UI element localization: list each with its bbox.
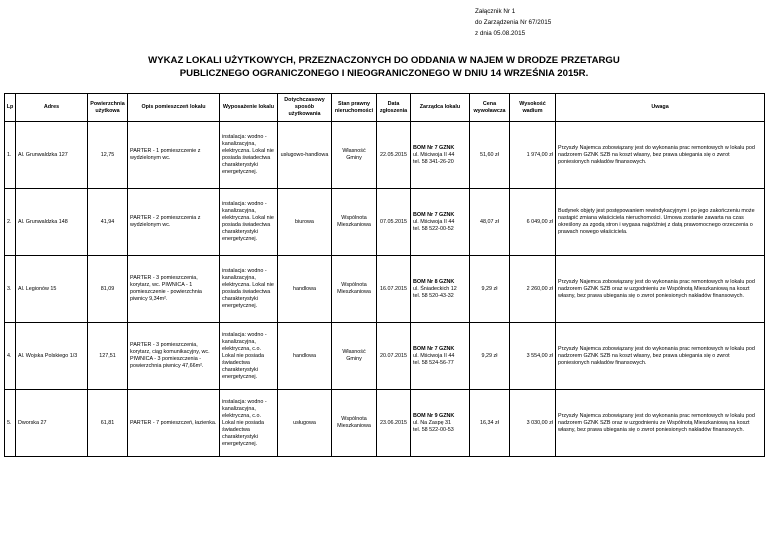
cell-adres: Al. Wojska Polskiego 1/3 — [16, 323, 88, 390]
cell-wyposazenie: instalacja: wodno - kanalizacyjna, elektryczna. Lokal nie posiada świadectwa charakterystyki energetycznej. — [220, 189, 278, 256]
cell-stan-prawny: Własność Gminy — [332, 323, 377, 390]
annex-line-3: z dnia 05.08.2015 — [475, 30, 526, 37]
cell-wyposazenie: instalacja: wodno - kanalizacyjna, elektryczna, c.o. Lokal nie posiada świadectwa charakterystyki energetycznej. — [220, 323, 278, 390]
cell-wadium: 1 974,00 zł — [510, 122, 556, 189]
zarzadca-address: ul. Śniadeckich 12 — [413, 285, 457, 292]
table-row — [5, 390, 765, 457]
cell-data: 22.05.2015 — [377, 122, 411, 189]
cell-wyposazenie: instalacja: wodno - kanalizacyjna, elektryczna. Lokal nie posiada świadectwa charakterystyki energetycznej. — [220, 122, 278, 189]
cell-wyposazenie: instalacja: wodno - kanalizacyjna, elektryczna, c.o. Lokal nie posiada świadectwa charakterystyki energetycznej. — [220, 390, 278, 457]
zarzadca-name: BOM Nr 7 GZNK — [413, 144, 455, 151]
cell-lp: 5. — [5, 390, 16, 457]
cell-cena: 51,60 zł — [470, 122, 510, 189]
annex-line-1: Załącznik Nr 1 — [475, 8, 516, 15]
cell-zarzadca — [411, 256, 470, 323]
cell-wadium: 3 554,00 zł — [510, 323, 556, 390]
cell-lp: 3. — [5, 256, 16, 323]
cell-opis: PARTER - 3 pomieszczenia, korytarz, ciąg komunikacyjny, wc. PIWNICA - 3 pomieszczenia - powierzchnia piwnicy 47,66m². — [128, 323, 220, 390]
zarzadca-name: BOM Nr 7 GZNK — [413, 211, 455, 218]
cell-uwaga: Budynek objęty jest postępowaniem rewindykacyjnym i po jego zakończeniu może nastąpić zmiana właściciela nieruchomości. Umowa zostanie zawarta na czas określony za zgodą stron i wygasa najpóźniej z datą prawomocnego orzeczenia o prawach nowego właściciela. — [556, 189, 765, 256]
cell-powierzchnia: 12,75 — [88, 122, 128, 189]
cell-zarzadca — [411, 390, 470, 457]
zarzadca-name: BOM Nr 9 GZNK — [413, 412, 455, 419]
cell-dotychczasowy: handlowa — [278, 323, 332, 390]
header-lp: Lp — [5, 94, 16, 122]
header-adres: Adres — [16, 94, 88, 122]
cell-dotychczasowy: usługowo-handlowa — [278, 122, 332, 189]
cell-stan-prawny: Wspólnota Mieszkaniowa — [332, 256, 377, 323]
cell-adres: Al. Legionów 15 — [16, 256, 88, 323]
table-row — [5, 323, 765, 390]
title-line-2: PUBLICZNEGO OGRANICZONEGO I NIEOGRANICZONEGO W DNIU 14 WRZEŚNIA 2015R. — [179, 67, 589, 79]
cell-opis: PARTER - 2 pomieszczenia z wydzielonym wc. — [128, 189, 220, 256]
zarzadca-phone: tel. 58 522-00-53 — [413, 426, 454, 433]
table-row — [5, 256, 765, 323]
header-row — [5, 94, 765, 122]
cell-cena: 48,07 zł — [470, 189, 510, 256]
zarzadca-address: ul. Mściwoja II 44 — [413, 352, 455, 359]
cell-zarzadca — [411, 122, 470, 189]
cell-opis: PARTER - 7 pomieszczeń, łazienka. — [128, 390, 220, 457]
cell-lp: 1. — [5, 122, 16, 189]
table-row — [5, 122, 765, 189]
cell-zarzadca — [411, 323, 470, 390]
zarzadca-phone: tel. 58 341-26-20 — [413, 158, 454, 165]
cell-cena: 16,34 zł — [470, 390, 510, 457]
cell-uwaga: Przyszły Najemca zobowiązany jest do wykonania prac remontowych w lokalu pod nadzorem GZNK SZB na koszt własny, bez prawa ubiegania się o zwrot poniesionych nakładów finansowych. — [556, 122, 765, 189]
zarzadca-name: BOM Nr 7 GZNK — [413, 345, 455, 352]
cell-zarzadca — [411, 189, 470, 256]
cell-wyposazenie: instalacja: wodno - kanalizacyjna, elektryczna. Lokal nie posiada świadectwa charakterystyki energetycznej. — [220, 256, 278, 323]
cell-opis: PARTER - 3 pomieszczenia, korytarz, wc. PIWNICA - 1 pomieszczenie - powierzchnia piwnicy 9,34m². — [128, 256, 220, 323]
header-zarzadca: Zarządca lokalu — [411, 94, 470, 122]
cell-lp: 2. — [5, 189, 16, 256]
header-opis: Opis pomieszczeń lokalu — [128, 94, 220, 122]
cell-data: 07.05.2015 — [377, 189, 411, 256]
cell-opis: PARTER - 1 pomieszczenie z wydzielonym wc. — [128, 122, 220, 189]
cell-dotychczasowy: handlowa — [278, 256, 332, 323]
annex-line-2: do Zarządzenia Nr 67/2015 — [475, 19, 552, 26]
zarzadca-address: ul. Na Zaspę 31 — [413, 419, 452, 426]
cell-data: 23.06.2015 — [377, 390, 411, 457]
cell-adres: Al. Grunwaldzka 148 — [16, 189, 88, 256]
zarzadca-phone: tel. 58 524-56-77 — [413, 359, 454, 366]
header-dotychczasowy: Dotychczasowy sposób użytkowania — [278, 94, 332, 122]
cell-cena: 9,29 zł — [470, 323, 510, 390]
cell-stan-prawny: Wspólnota Mieszkaniowa — [332, 189, 377, 256]
cell-stan-prawny: Wspólnota Mieszkaniowa — [332, 390, 377, 457]
cell-adres: Dworska 27 — [16, 390, 88, 457]
document-title — [0, 55, 768, 80]
header-cena: Cena wywoławcza — [470, 94, 510, 122]
zarzadca-address: ul. Mściwoja II 44 — [413, 218, 455, 225]
cell-uwaga: Przyszły Najemca zobowiązany jest do wykonania prac remontowych w lokalu pod nadzorem GZNK SZB oraz w uzgodnieniu ze Wspólnotą Mieszkaniową na koszt własny, bez prawa ubiegania się o zwrot poniesionych nakładów finansowych. — [556, 390, 765, 457]
cell-uwaga: Przyszły Najemca zobowiązany jest do wykonania prac remontowych w lokalu pod nadzorem GZNK SZB oraz w uzgodnieniu ze Wspólnotą Mieszkaniową na koszt własny, bez prawa ubiegania się o zwrot poniesionych nakładów finansowych. — [556, 256, 765, 323]
zarzadca-address: ul. Mściwoja II 44 — [413, 151, 455, 158]
cell-dotychczasowy: usługowa — [278, 390, 332, 457]
cell-wadium: 3 030,00 zł — [510, 390, 556, 457]
header-stan-prawny: Stan prawny nieruchomości — [332, 94, 377, 122]
cell-wadium: 2 260,00 zł — [510, 256, 556, 323]
cell-stan-prawny: Własność Gminy — [332, 122, 377, 189]
cell-wadium: 6 049,00 zł — [510, 189, 556, 256]
header-wyposazenie: Wyposażenie lokalu — [220, 94, 278, 122]
cell-powierzchnia: 61,81 — [88, 390, 128, 457]
zarzadca-phone: tel. 58 522-00-52 — [413, 225, 454, 232]
cell-uwaga: Przyszły Najemca zobowiązany jest do wykonania prac remontowych w lokalu pod nadzorem GZNK SZB na koszt własny, bez prawa ubiegania się o zwrot poniesionych nakładów finansowych. — [556, 323, 765, 390]
header-data: Data zgłoszenia — [377, 94, 411, 122]
cell-powierzchnia: 81,09 — [88, 256, 128, 323]
title-line-1: WYKAZ LOKALI UŻYTKOWYCH, PRZEZNACZONYCH DO ODDANIA W NAJEM W DRODZE PRZETARGU — [148, 55, 620, 66]
table-row — [5, 189, 765, 256]
cell-lp: 4. — [5, 323, 16, 390]
cell-powierzchnia: 127,51 — [88, 323, 128, 390]
cell-data: 16.07.2015 — [377, 256, 411, 323]
cell-data: 20.07.2015 — [377, 323, 411, 390]
cell-dotychczasowy: biurowa — [278, 189, 332, 256]
cell-powierzchnia: 41,94 — [88, 189, 128, 256]
zarzadca-name: BOM Nr 8 GZNK — [413, 278, 455, 285]
annex-header — [475, 6, 551, 39]
header-wadium: Wysokość wadium — [510, 94, 556, 122]
header-powierzchnia: Powierzchnia użytkowa — [88, 94, 128, 122]
premises-table — [4, 93, 765, 457]
cell-adres: Al. Grunwaldzka 127 — [16, 122, 88, 189]
header-uwaga: Uwaga — [556, 94, 765, 122]
zarzadca-phone: tel. 58 520-43-32 — [413, 292, 454, 299]
cell-cena: 9,29 zł — [470, 256, 510, 323]
